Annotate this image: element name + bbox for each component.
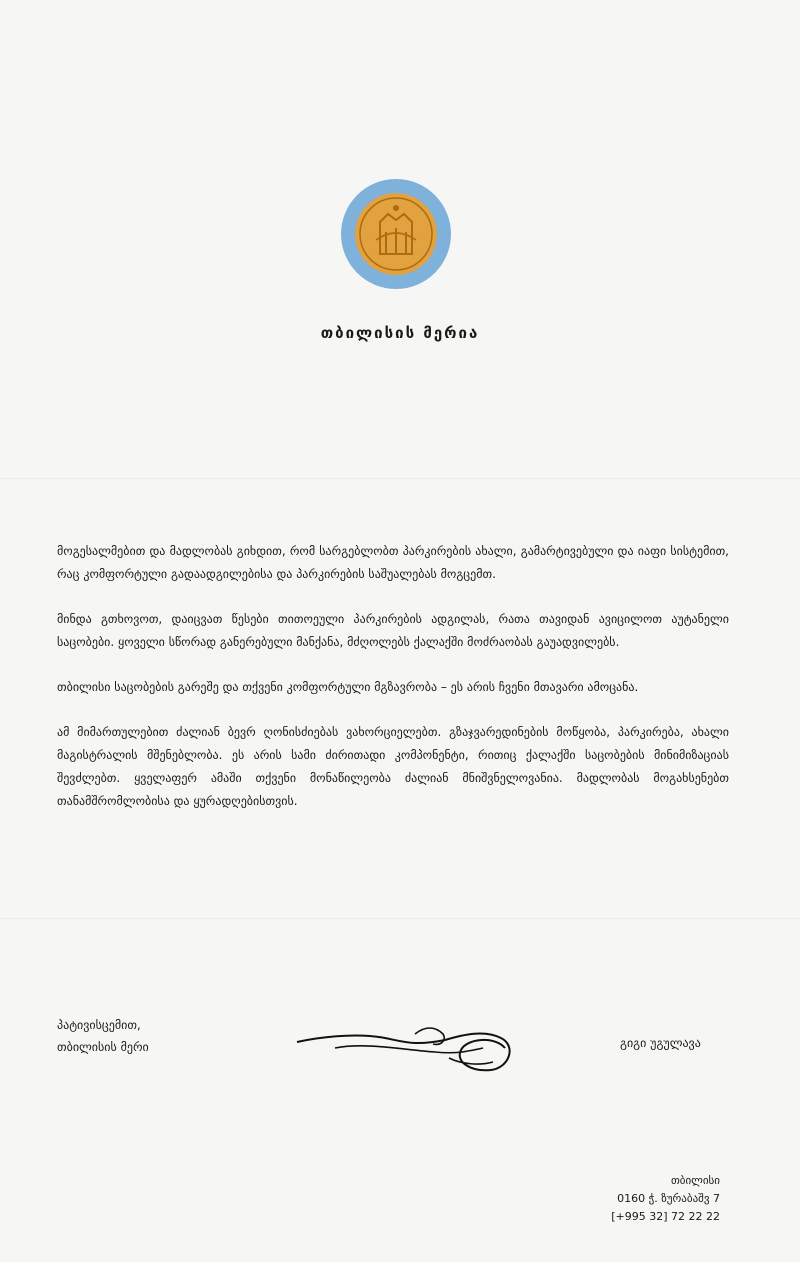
paper-fold-line (0, 478, 800, 480)
signer-name: გიგი უგულავა (620, 1036, 701, 1050)
address-street: 0160 ჭ. ზურაბაშვ 7 (617, 1192, 720, 1205)
city-seal-logo (340, 178, 452, 290)
closing-salutation: პატივისცემით, (57, 1018, 141, 1032)
closing-block (57, 1014, 149, 1058)
closing-title: თბილისის მერი (57, 1040, 149, 1054)
address-city: თბილისი (670, 1174, 720, 1187)
address-block (611, 1172, 720, 1226)
paper-fold-line (0, 918, 800, 920)
handwritten-signature (295, 1012, 525, 1084)
letter-paragraph: თბილისი საცობების გარეშე და თქვენი კომფორტული მგზავრობა – ეს არის ჩვენი მთავარი ამოცანა. (57, 680, 639, 694)
org-title: თბილისის მერია (320, 324, 480, 342)
letter-paragraph: მოგესალმებით და მადლობას გიხდით, რომ სარგებლობთ პარკირების ახალი, გამარტივებული და იაფი სისტემით, რაც კომფორტული გადაადგილებისა და პარკირების საშუალებას მოგცემთ. (57, 544, 729, 581)
letter-paragraph: ამ მიმართულებით ძალიან ბევრ ღონისძიებას ვახორციელებთ. გზაჯვარედინების მოწყობა, პარკირება, ახალი მაგისტრალის მშენებლობა. ეს არის სამი ძირითადი კომპონენტი, რითიც ქალაქში საცობების მინიმიზაციას შევძლებთ. ყველაფერ ამაში თქვენი მონაწილეობა ძალიან მნიშვნელოვანია. მადლობას მოგახსენებთ თანამშრომლობისა და ყურადღებისთვის. (57, 725, 729, 808)
letter-paragraph: მინდა გთხოვოთ, დაიცვათ წესები თითოეული პარკირების ადგილას, რათა თავიდან ავიცილოთ აუტანელი საცობები. ყოველი სწორად განერებული მანქანა, მძღოლებს ქალაქში მოძრაობას გაუადვილებს. (57, 612, 729, 649)
address-phone: [+995 32] 72 22 22 (611, 1210, 720, 1223)
letter-body (57, 540, 729, 835)
